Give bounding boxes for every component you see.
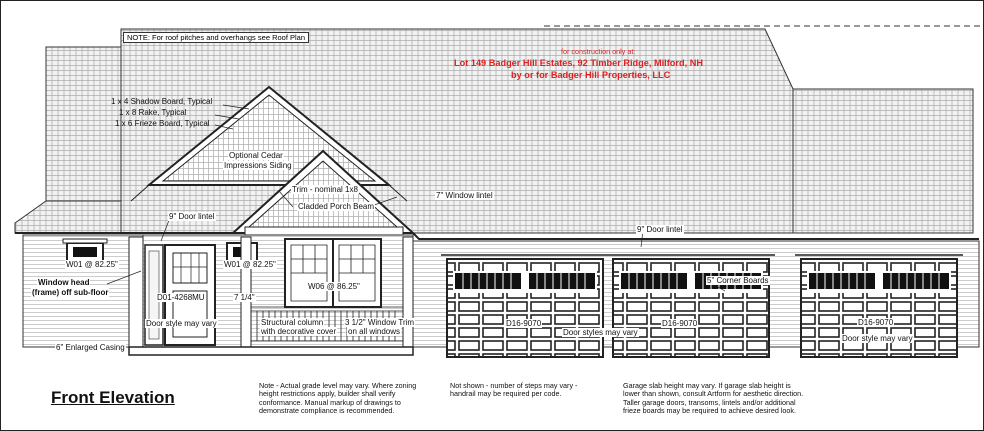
- label-window-trim-1: 3 1/2" Window Trim: [345, 318, 415, 327]
- label-column-2: with decorative cover: [261, 327, 337, 336]
- column-left: [129, 237, 143, 349]
- label-w01-left: W01 @ 82.25": [66, 260, 118, 269]
- garage-door-2: [613, 259, 769, 357]
- drawing-title: Front Elevation: [51, 388, 175, 407]
- construction-line-3: by or for Badger Hill Properties, LLC: [511, 70, 671, 80]
- note-steps: Not shown - number of steps may vary - handrail may be required per code.: [450, 381, 578, 399]
- label-garage-styles: Door styles may vary: [563, 328, 638, 337]
- porch-deck: [129, 347, 413, 355]
- label-garage-2: D16-9070: [662, 319, 698, 328]
- column-right: [403, 237, 413, 349]
- label-door-lintel-left: 9" Door lintel: [169, 212, 215, 221]
- label-window-head-2: (frame) off sub-floor: [32, 288, 109, 297]
- label-garage-3: D16-9070: [858, 318, 894, 327]
- label-w01-right: W01 @ 82.25": [224, 260, 276, 269]
- garage-roof: [793, 89, 973, 233]
- construction-line-1: for construction only at:: [561, 47, 636, 56]
- label-shadow-board: 1 x 4 Shadow Board, Typical: [111, 97, 213, 106]
- label-corner-boards: 5" Corner Boards: [707, 276, 769, 285]
- garage-door-1: [447, 259, 603, 357]
- label-window-lintel: 7" Window lintel: [436, 191, 493, 200]
- left-hip-roof: [15, 201, 121, 233]
- label-garage-style: Door style may vary: [842, 334, 913, 343]
- label-window-trim-2: on all windows: [348, 327, 401, 336]
- label-door-id: D01-4268MU: [157, 293, 205, 302]
- label-cedar-1: Optional Cedar: [229, 151, 283, 160]
- porch-beam: [245, 227, 403, 235]
- roof-note: NOTE: For roof pitches and overhangs see Roof Plan: [123, 32, 309, 43]
- label-trim: Trim - nominal 1x8: [292, 185, 358, 194]
- label-column-1: Structural column: [261, 318, 324, 327]
- note-grade: Note - Actual grade level may vary. Where zoning height restrictions apply, builder shall verify conformance. Manual markup of drawings to demonstrate compliance is recommended.: [259, 381, 417, 416]
- label-cedar-2: Impressions Siding: [224, 161, 292, 170]
- label-dim-7-25: 7 1/4": [234, 293, 255, 302]
- label-w06: W06 @ 86.25": [308, 282, 360, 291]
- label-door-lintel-right: 9" Door lintel: [637, 225, 683, 234]
- label-door-style: Door style may vary: [146, 319, 217, 328]
- note-garage-slab: Garage slab height may vary. If garage slab height is lower than shown, consult Artform for aesthetic direction. Taller garage doors, transoms, lintels and/or additional frieze boards may be required to achieve desired look.: [623, 381, 804, 416]
- label-frieze: 1 x 6 Frieze Board, Typical: [115, 119, 210, 128]
- window-w01-left-glass: [73, 247, 97, 257]
- construction-line-2: Lot 149 Badger Hill Estates, 92 Timber Ridge, Milford, NH: [454, 58, 703, 68]
- label-rake: 1 x 8 Rake, Typical: [119, 108, 187, 117]
- label-garage-1: D16-9070: [506, 319, 542, 328]
- label-porch-beam: Cladded Porch Beam: [298, 202, 375, 211]
- label-enlarged-casing: 6" Enlarged Casing: [56, 343, 125, 352]
- left-tall-roof: [46, 47, 121, 222]
- label-window-head-1: Window head: [38, 278, 90, 287]
